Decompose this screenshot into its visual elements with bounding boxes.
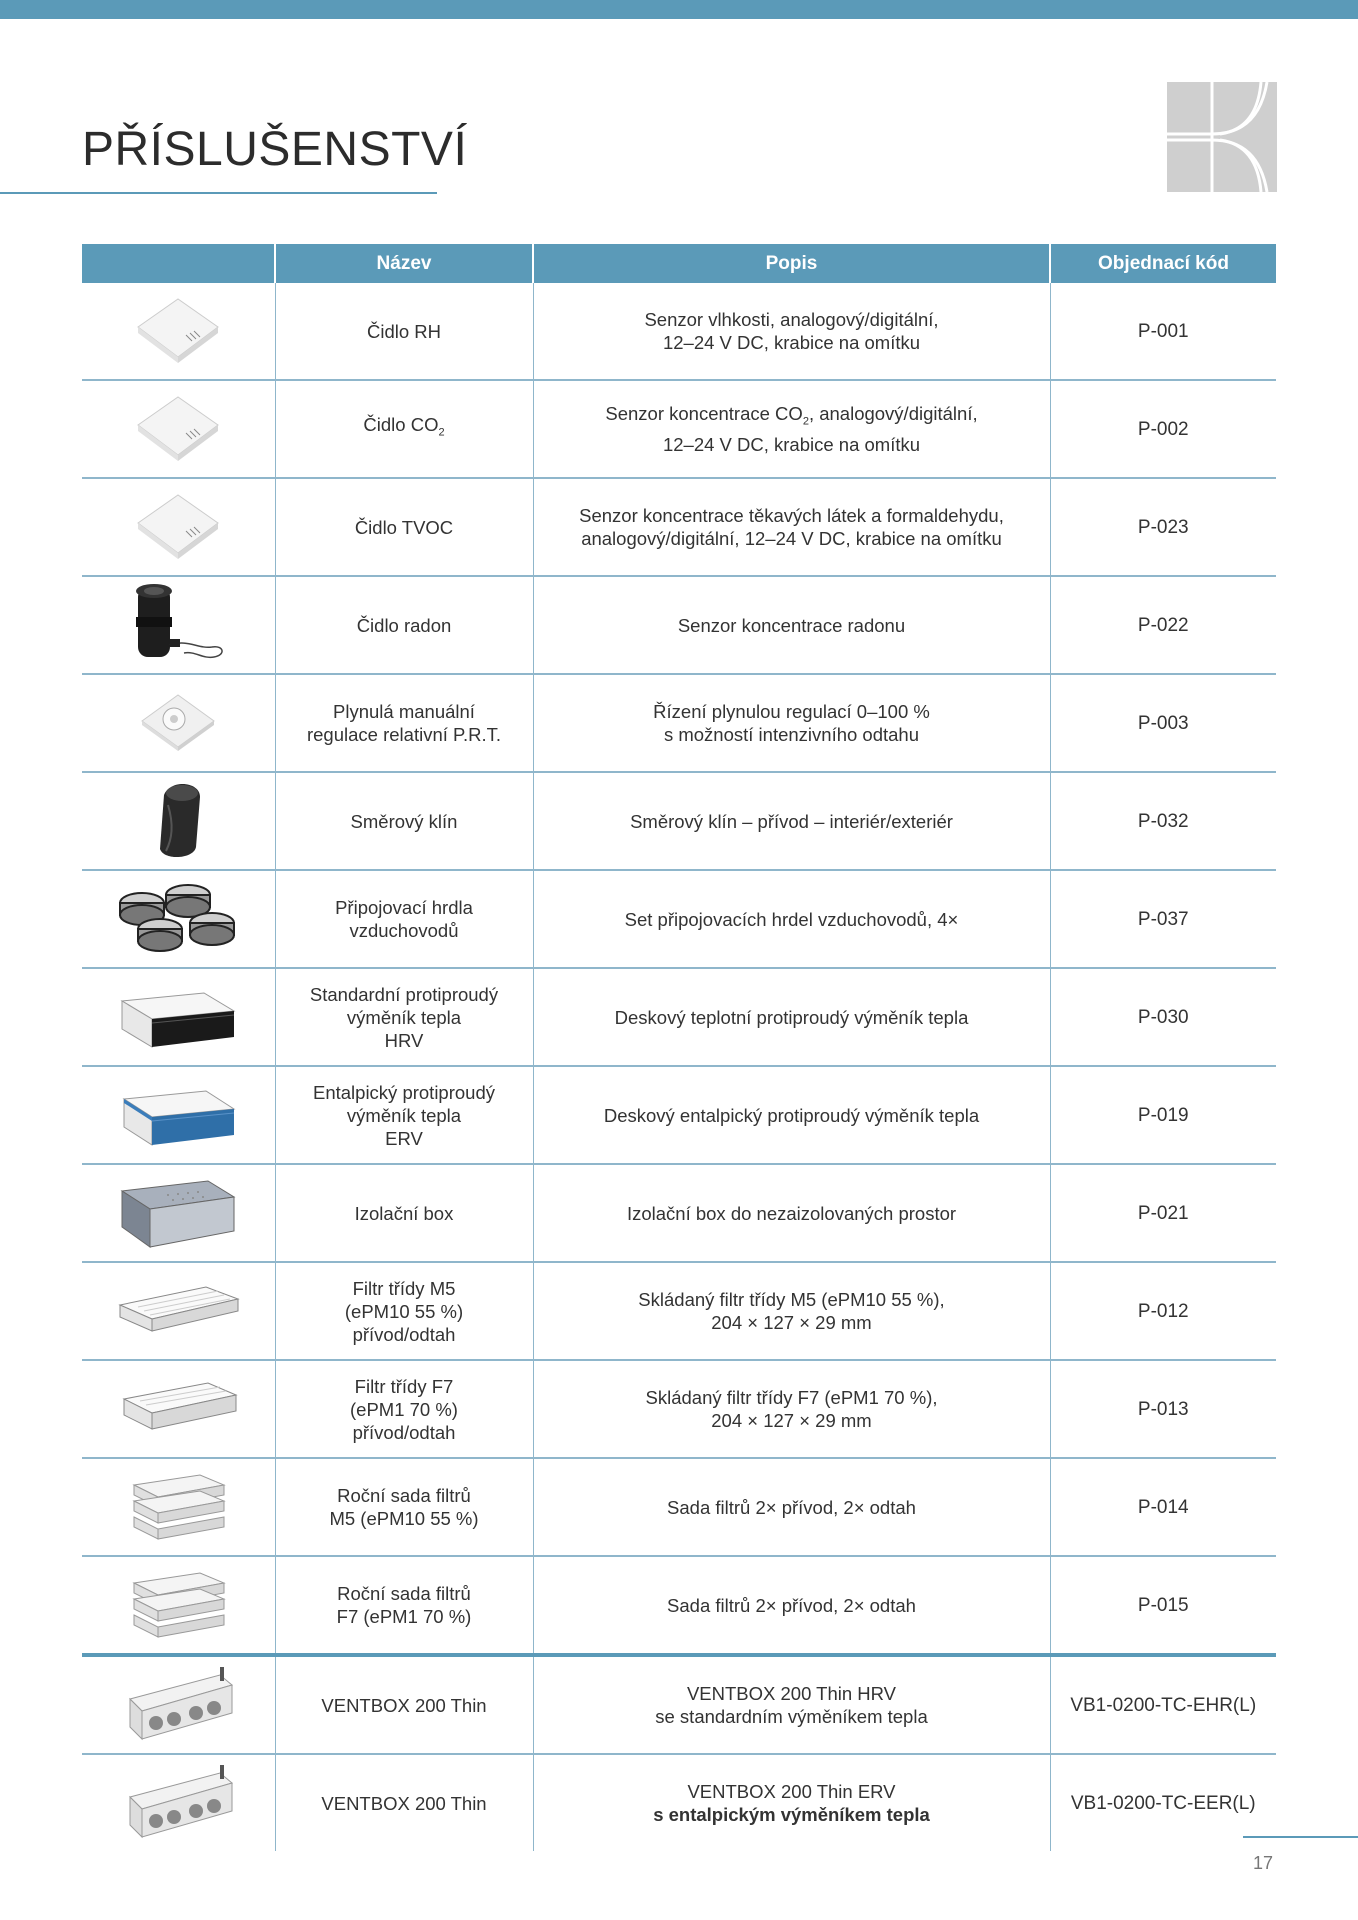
footer-rule: [1243, 1836, 1358, 1838]
product-name: Roční sada filtrů M5 (ePM10 55 %): [275, 1458, 533, 1556]
page-title: PŘÍSLUŠENSTVÍ: [82, 123, 468, 176]
product-name: Čidlo radon: [275, 576, 533, 674]
table-row: [82, 1754, 1276, 1851]
order-code: P-002: [1050, 380, 1276, 478]
product-name: Izolační box: [275, 1164, 533, 1262]
header-name: Název: [275, 244, 533, 283]
product-description: Sada filtrů 2× přívod, 2× odtah: [533, 1556, 1050, 1655]
brand-logo-icon: [1167, 82, 1277, 192]
order-code: P-023: [1050, 478, 1276, 576]
product-description: Senzor koncentrace těkavých látek a formaldehydu, analogový/digitální, 12–24 V DC, krabice na omítku: [533, 478, 1050, 576]
product-name: Roční sada filtrů F7 (ePM1 70 %): [275, 1556, 533, 1655]
product-name: Čidlo TVOC: [275, 478, 533, 576]
dial-controller-icon: [108, 677, 248, 765]
table-row: [82, 576, 1276, 674]
order-code: VB1-0200-TC-EHR(L): [1050, 1655, 1276, 1754]
order-code: VB1-0200-TC-EER(L): [1050, 1754, 1276, 1851]
order-code: P-037: [1050, 870, 1276, 968]
ventbox-unit-icon: [108, 1757, 248, 1845]
table-row: [82, 1458, 1276, 1556]
ventbox-unit-icon: [108, 1659, 248, 1747]
product-description: Směrový klín – přívod – interiér/exteriér: [533, 772, 1050, 870]
order-code: P-001: [1050, 283, 1276, 380]
product-description: Sada filtrů 2× přívod, 2× odtah: [533, 1458, 1050, 1556]
header-order-code: Objednací kód: [1050, 244, 1276, 283]
table-row: [82, 1066, 1276, 1164]
table-row: [82, 1360, 1276, 1458]
order-code: P-014: [1050, 1458, 1276, 1556]
order-code: P-013: [1050, 1360, 1276, 1458]
table-row: [82, 283, 1276, 380]
top-accent-bar: [0, 0, 1358, 19]
product-description: VENTBOX 200 Thin ERV s entalpickým výměníkem tepla: [533, 1754, 1050, 1851]
table-row: [82, 968, 1276, 1066]
product-name: Entalpický protiproudý výměník tepla ERV: [275, 1066, 533, 1164]
radon-sensor-icon: [108, 579, 248, 667]
product-description: Řízení plynulou regulací 0–100 % s možností intenzivního odtahu: [533, 674, 1050, 772]
header-image: [82, 244, 275, 283]
table-row: [82, 380, 1276, 478]
table-row: [82, 772, 1276, 870]
sensor-box-icon: [108, 285, 248, 373]
wedge-icon: [108, 775, 248, 863]
erv-exchanger-icon: [108, 1069, 248, 1157]
product-description: Izolační box do nezaizolovaných prostor: [533, 1164, 1050, 1262]
table-row: [82, 674, 1276, 772]
product-description: Senzor koncentrace radonu: [533, 576, 1050, 674]
order-code: P-012: [1050, 1262, 1276, 1360]
product-description: Set připojovacích hrdel vzduchovodů, 4×: [533, 870, 1050, 968]
hrv-exchanger-icon: [108, 971, 248, 1059]
table-row: [82, 1655, 1276, 1754]
table-header-row: [82, 244, 1276, 283]
filter-icon: [108, 1265, 248, 1353]
product-description: Skládaný filtr třídy F7 (ePM1 70 %), 204 × 127 × 29 mm: [533, 1360, 1050, 1458]
product-name: Plynulá manuální regulace relativní P.R.T.: [275, 674, 533, 772]
order-code: P-022: [1050, 576, 1276, 674]
product-name: VENTBOX 200 Thin: [275, 1655, 533, 1754]
product-description: Deskový entalpický protiproudý výměník tepla: [533, 1066, 1050, 1164]
insulation-box-icon: [108, 1167, 248, 1255]
table-row: [82, 1164, 1276, 1262]
header-description: Popis: [533, 244, 1050, 283]
product-description: Senzor koncentrace $CO_2$, analogový/digitální, 12–24 V DC, krabice na omítku: [533, 380, 1050, 478]
duct-collars-icon: [108, 873, 248, 961]
order-code: P-032: [1050, 772, 1276, 870]
product-description: Senzor vlhkosti, analogový/digitální, 12–24 V DC, krabice na omítku: [533, 283, 1050, 380]
accessories-table: [82, 244, 1276, 1851]
order-code: P-003: [1050, 674, 1276, 772]
sensor-box-icon: [108, 481, 248, 569]
order-code: P-015: [1050, 1556, 1276, 1655]
table-row: [82, 1556, 1276, 1655]
filter-set-icon: [108, 1559, 248, 1647]
table-row: [82, 1262, 1276, 1360]
product-name: Standardní protiproudý výměník tepla HRV: [275, 968, 533, 1066]
product-name: Čidlo $CO_2$: [275, 380, 533, 478]
product-description: VENTBOX 200 Thin HRV se standardním výměníkem tepla: [533, 1655, 1050, 1754]
order-code: P-019: [1050, 1066, 1276, 1164]
sensor-box-icon: [108, 383, 248, 471]
order-code: P-021: [1050, 1164, 1276, 1262]
product-name: Směrový klín: [275, 772, 533, 870]
table-row: [82, 478, 1276, 576]
product-description: Deskový teplotní protiproudý výměník tepla: [533, 968, 1050, 1066]
product-name: Filtr třídy M5 (ePM10 55 %) přívod/odtah: [275, 1262, 533, 1360]
filter-set-icon: [108, 1461, 248, 1549]
product-name: Čidlo RH: [275, 283, 533, 380]
product-description: Skládaný filtr třídy M5 (ePM10 55 %), 204 × 127 × 29 mm: [533, 1262, 1050, 1360]
product-name: VENTBOX 200 Thin: [275, 1754, 533, 1851]
order-code: P-030: [1050, 968, 1276, 1066]
title-underline: [0, 192, 437, 194]
product-name: Filtr třídy F7 (ePM1 70 %) přívod/odtah: [275, 1360, 533, 1458]
table-row: [82, 870, 1276, 968]
page-number: 17: [1253, 1853, 1274, 1873]
product-name: Připojovací hrdla vzduchovodů: [275, 870, 533, 968]
filter-icon: [108, 1363, 248, 1451]
